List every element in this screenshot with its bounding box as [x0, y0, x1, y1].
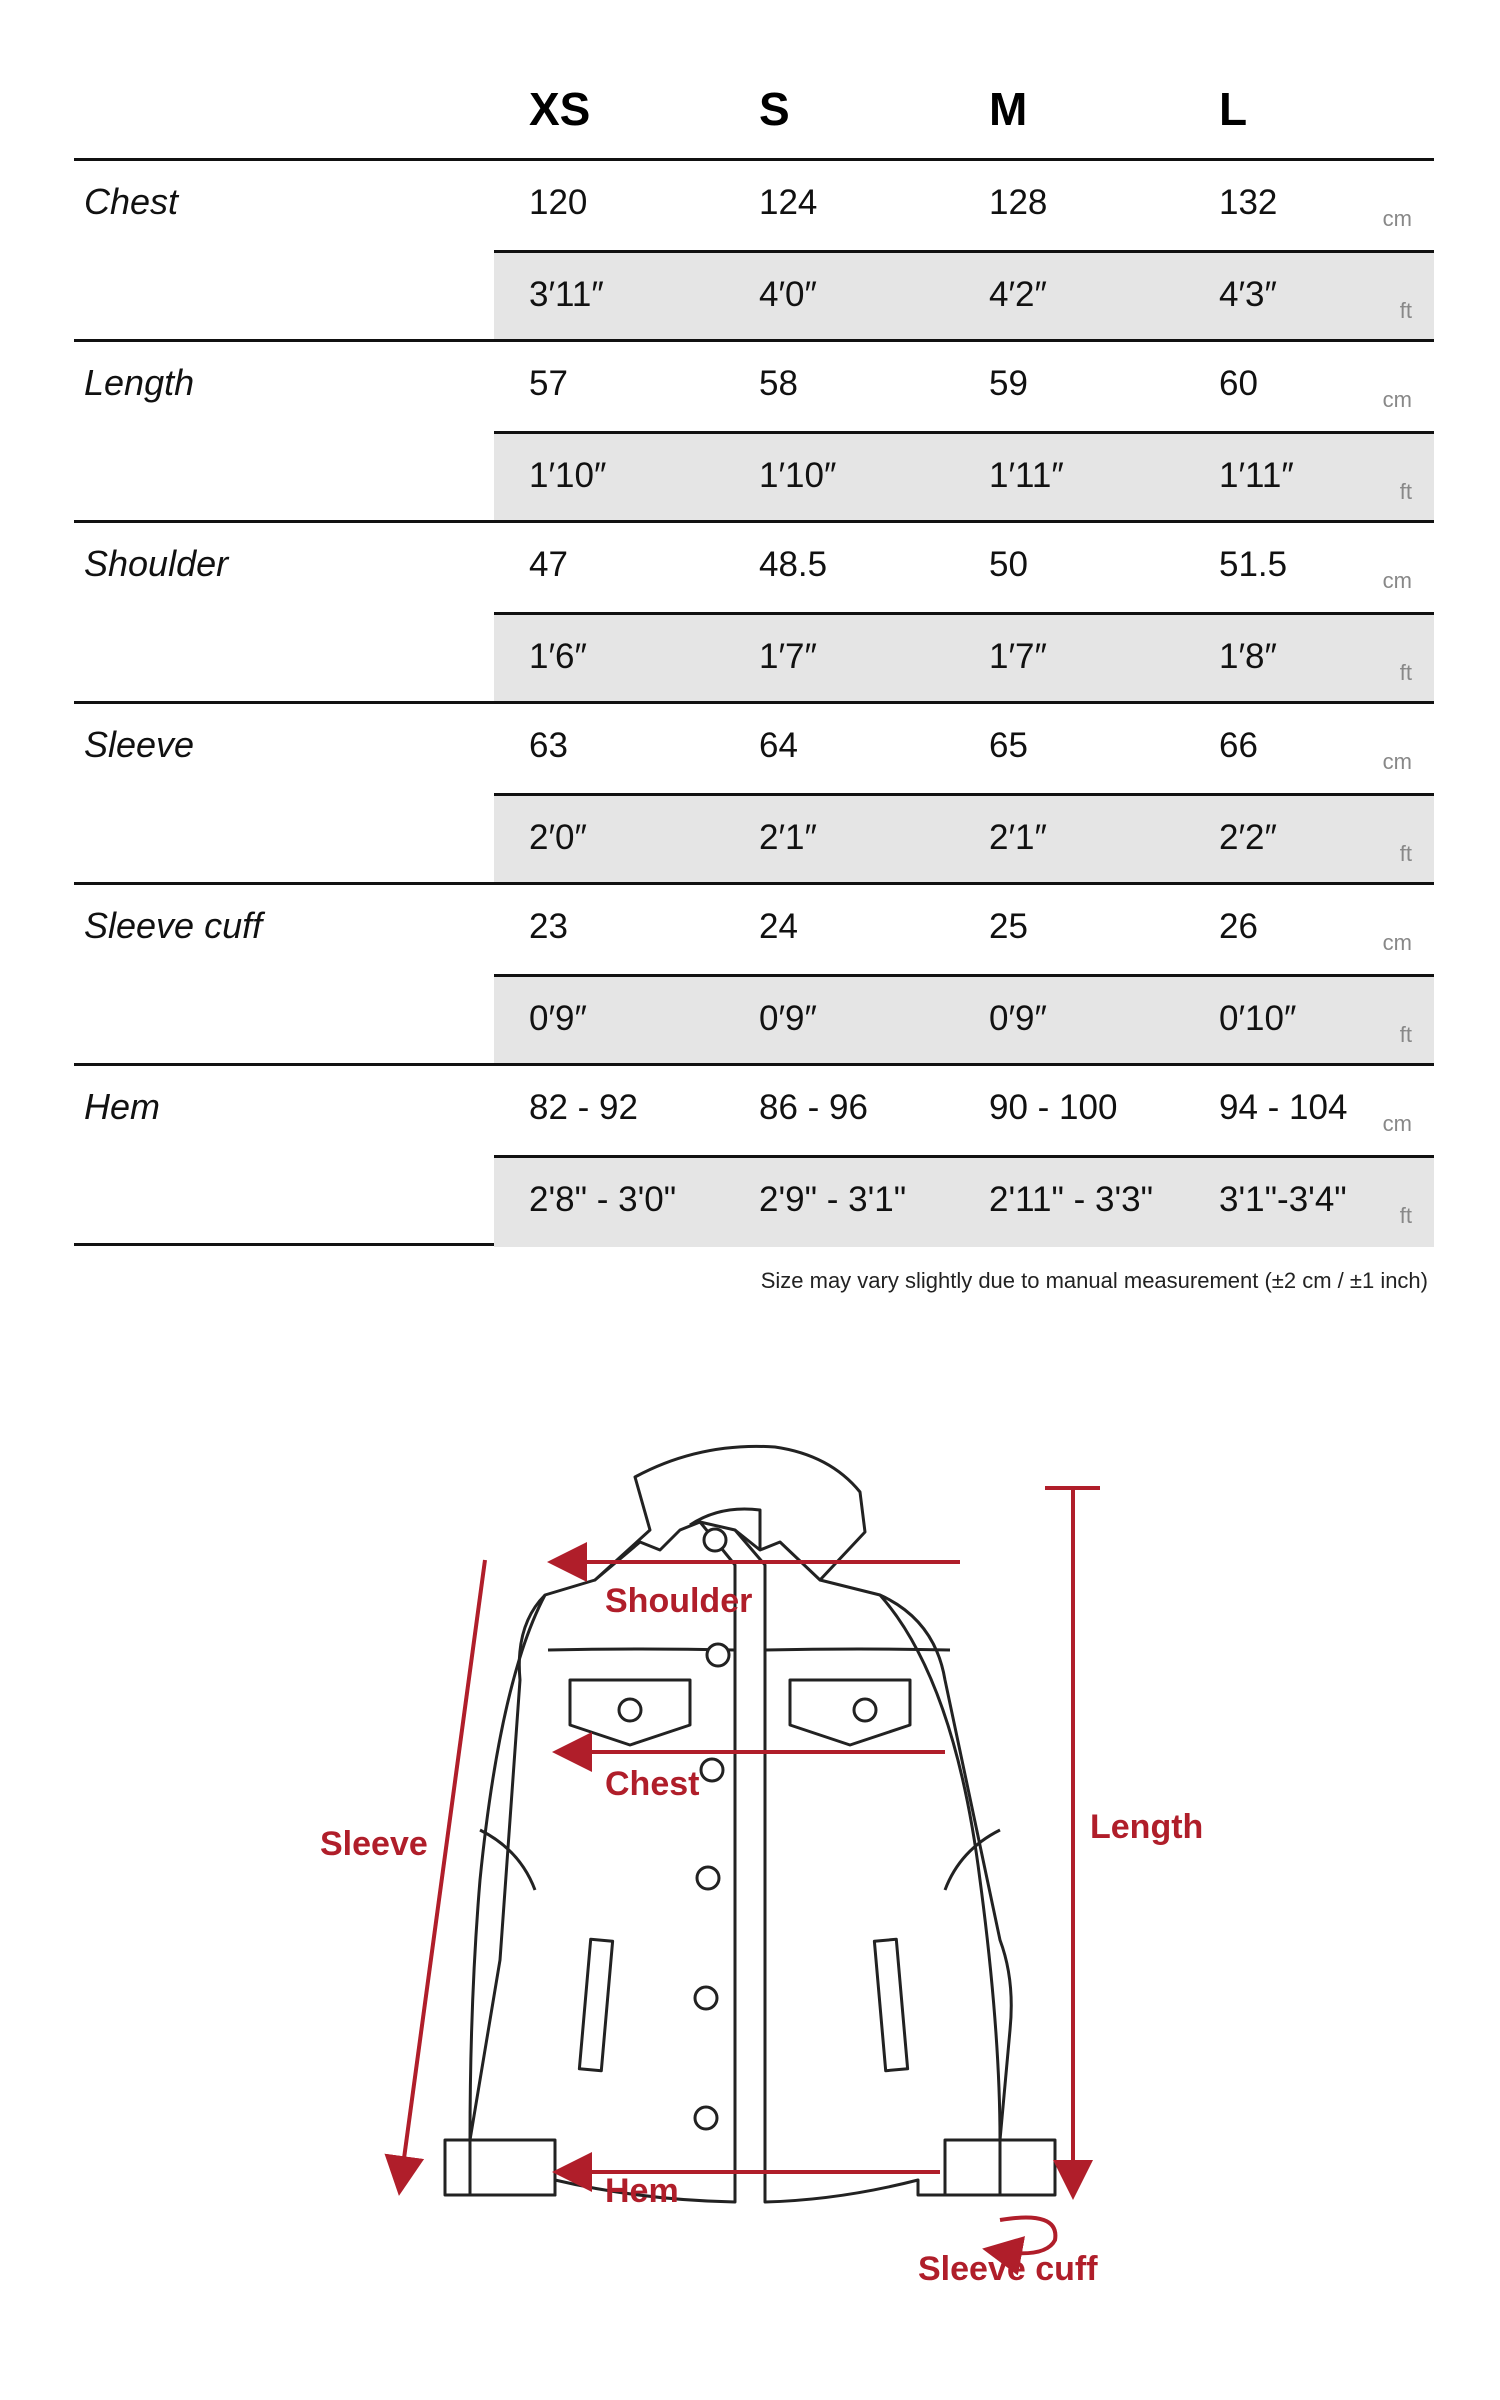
cm-row: [494, 1066, 1434, 1155]
length-label: Length: [1090, 1808, 1204, 1846]
cm-value-cell: 50: [989, 545, 1028, 584]
button: [695, 2107, 717, 2129]
cm-value-cell: 47: [529, 545, 568, 584]
jacket-outline: [445, 1446, 1055, 2202]
ft-row: [494, 612, 1434, 704]
button: [697, 1867, 719, 1889]
unit-label-cm: cm: [1382, 749, 1412, 774]
size-chart-table: [74, 0, 1434, 1246]
hand-pocket-right: [874, 1939, 907, 2070]
ft-row: [494, 1155, 1434, 1247]
measurement-label: Hem: [84, 1086, 161, 1127]
measurement-group: [74, 701, 1434, 882]
unit-label-ft: ft: [1399, 660, 1412, 685]
ft-value-cell: 0′9″: [759, 999, 817, 1038]
unit-label-ft: ft: [1399, 298, 1412, 323]
measurement-group: [74, 882, 1434, 1063]
unit-label-ft: ft: [1399, 1203, 1412, 1228]
measurement-label: Length: [84, 362, 195, 403]
ft-value-cell: 2′1″: [989, 818, 1047, 857]
ft-value-cell: 2'8" - 3'0": [529, 1180, 677, 1219]
unit-label-cm: cm: [1382, 568, 1412, 593]
ft-row: [494, 793, 1434, 885]
ft-row: [494, 250, 1434, 342]
jacket-body-left: [470, 1522, 735, 2202]
ft-value-cell: 0′9″: [529, 999, 587, 1038]
cm-value-cell: 59: [989, 364, 1028, 403]
cm-value-cell: 24: [759, 907, 798, 946]
measurement-group: [74, 339, 1434, 520]
ft-value-cell: 1′7″: [759, 637, 817, 676]
measurement-group: [74, 1063, 1434, 1246]
ft-value-cell: 0′9″: [989, 999, 1047, 1038]
cm-value-cell: 94 - 104: [1219, 1088, 1348, 1127]
hand-pocket-left: [579, 1939, 612, 2070]
sleeve-right: [880, 1595, 1000, 2140]
cm-row: [494, 885, 1434, 974]
chest-label: Chest: [605, 1765, 700, 1803]
ft-value-cell: 3'1"-3'4": [1219, 1180, 1347, 1219]
jacket-body-right: [735, 1530, 1011, 2202]
button: [704, 1529, 726, 1551]
ft-value-cell: 4′2″: [989, 275, 1047, 314]
cm-value-cell: 86 - 96: [759, 1088, 868, 1127]
jacket-measurement-diagram: [0, 1380, 1500, 2320]
cm-value-cell: 51.5: [1219, 545, 1288, 584]
cm-value-cell: 124: [759, 183, 818, 222]
ft-value-cell: 1′11″: [1219, 456, 1294, 495]
unit-label-ft: ft: [1399, 479, 1412, 504]
unit-label-cm: cm: [1382, 930, 1412, 955]
cm-value-cell: 128: [989, 183, 1048, 222]
cm-value-cell: 82 - 92: [529, 1088, 638, 1127]
measurement-disclaimer: Size may vary slightly due to manual measurement (±2 cm / ±1 inch): [760, 1268, 1428, 1293]
size-header-xs: XS: [529, 83, 591, 135]
cm-row: [494, 161, 1434, 250]
ft-value-cell: 3′11″: [529, 275, 604, 314]
ft-value-cell: 4′3″: [1219, 275, 1277, 314]
measurement-label: Sleeve cuff: [84, 905, 263, 946]
unit-label-cm: cm: [1382, 387, 1412, 412]
yoke-seam-right: [765, 1649, 950, 1650]
sleeve-cuff-arrow: [990, 2218, 1055, 2254]
cm-value-cell: 65: [989, 726, 1028, 765]
size-header-row: [74, 0, 1434, 158]
measurement-group: [74, 520, 1434, 701]
ft-value-cell: 1′8″: [1219, 637, 1277, 676]
button: [701, 1759, 723, 1781]
cm-row: [494, 342, 1434, 431]
measurement-group: [74, 158, 1434, 339]
unit-label-ft: ft: [1399, 841, 1412, 866]
button: [854, 1699, 876, 1721]
sleeve-label: Sleeve: [320, 1825, 428, 1863]
button: [619, 1699, 641, 1721]
cm-row: [494, 704, 1434, 793]
cm-value-cell: 120: [529, 183, 588, 222]
measurement-label: Shoulder: [84, 543, 229, 584]
ft-value-cell: 1′10″: [529, 456, 607, 495]
cm-value-cell: 58: [759, 364, 798, 403]
ft-value-cell: 1′10″: [759, 456, 837, 495]
cm-value-cell: 63: [529, 726, 568, 765]
unit-label-cm: cm: [1382, 206, 1412, 231]
elbow-crease-right: [945, 1830, 1000, 1890]
measurement-label: Chest: [84, 181, 179, 222]
size-header-m: M: [989, 83, 1028, 135]
ft-value-cell: 2′0″: [529, 818, 587, 857]
cm-value-cell: 57: [529, 364, 568, 403]
ft-row: [494, 974, 1434, 1066]
sleeve-cuff-label: Sleeve cuff: [918, 2250, 1098, 2288]
unit-label-cm: cm: [1382, 1111, 1412, 1136]
cm-value-cell: 60: [1219, 364, 1258, 403]
hem-label: Hem: [605, 2172, 679, 2210]
cm-value-cell: 90 - 100: [989, 1088, 1118, 1127]
ft-value-cell: 2′1″: [759, 818, 817, 857]
sleeve-arrow: [400, 1560, 485, 2188]
button: [695, 1987, 717, 2009]
shoulder-label: Shoulder: [605, 1582, 753, 1620]
ft-value-cell: 2′2″: [1219, 818, 1277, 857]
cuff-left: [445, 2140, 555, 2195]
ft-value-cell: 1′11″: [989, 456, 1064, 495]
cm-value-cell: 66: [1219, 726, 1258, 765]
ft-value-cell: 4′0″: [759, 275, 817, 314]
ft-value-cell: 2'11" - 3'3": [989, 1180, 1154, 1219]
ft-value-cell: 1′6″: [529, 637, 587, 676]
cm-value-cell: 26: [1219, 907, 1258, 946]
unit-label-ft: ft: [1399, 1022, 1412, 1047]
chest-pocket-right: [790, 1680, 910, 1745]
cm-value-cell: 64: [759, 726, 798, 765]
cm-value-cell: 23: [529, 907, 568, 946]
cm-value-cell: 48.5: [759, 545, 828, 584]
ft-value-cell: 2'9" - 3'1": [759, 1180, 907, 1219]
cm-value-cell: 25: [989, 907, 1028, 946]
measurement-label: Sleeve: [84, 724, 195, 765]
size-header-s: S: [759, 83, 790, 135]
ft-row: [494, 431, 1434, 523]
cm-value-cell: 132: [1219, 183, 1278, 222]
size-header-l: L: [1219, 83, 1248, 135]
button: [707, 1644, 729, 1666]
ft-value-cell: 0′10″: [1219, 999, 1297, 1038]
ft-value-cell: 1′7″: [989, 637, 1047, 676]
cm-row: [494, 523, 1434, 612]
